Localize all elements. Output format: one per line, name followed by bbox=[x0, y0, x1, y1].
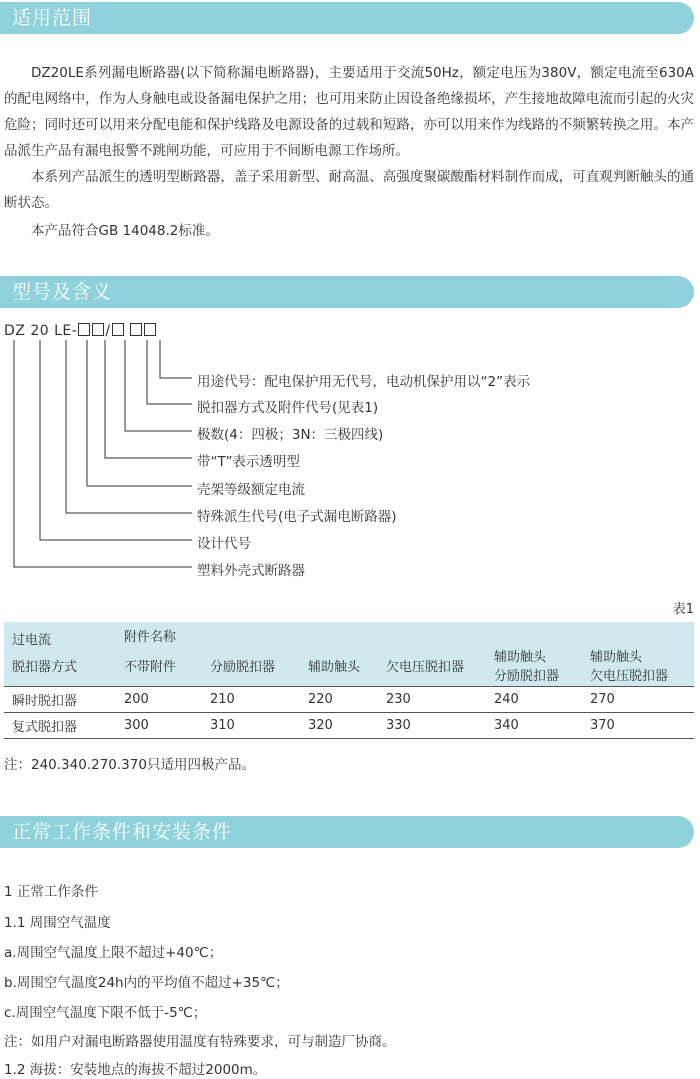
condition-line-7: 1.2 海拔：安装地点的海拔不超过2000m。 bbox=[4, 1062, 267, 1078]
col-header-4: 辅助触头 分励脱扣器 bbox=[486, 648, 582, 687]
code-box-release bbox=[130, 323, 142, 336]
table-cell: 270 bbox=[582, 687, 694, 713]
model-label-design: 设计代号 bbox=[197, 536, 251, 552]
table-caption: 表1 bbox=[672, 602, 694, 617]
model-slash: / bbox=[105, 323, 111, 339]
table-cell: 210 bbox=[202, 687, 300, 713]
section-title-model: 型号及含义 bbox=[0, 276, 694, 308]
condition-line-5: c.周围空气温度下限不低于-5℃； bbox=[4, 1005, 207, 1021]
row-header-line2: 脱扣器方式 bbox=[4, 648, 116, 687]
group-header: 附件名称 bbox=[116, 622, 694, 648]
table-cell: 310 bbox=[202, 713, 300, 739]
condition-note: 注：如用户对漏电断路器使用温度有特殊要求，可与制造厂协商。 bbox=[4, 1034, 396, 1050]
table-row bbox=[4, 687, 694, 713]
model-label-poles: 极数(4：四极；3N：三极四线) bbox=[197, 427, 384, 443]
model-tree-lines bbox=[0, 340, 200, 580]
model-label-derivative: 特殊派生代号(电子式漏电断路器) bbox=[197, 509, 397, 525]
row-header-line1: 过电流 bbox=[4, 622, 116, 648]
tree-line-transparent bbox=[105, 340, 192, 458]
model-label-release: 脱扣器方式及附件代号(见表1) bbox=[197, 400, 379, 416]
condition-line-1: 1 正常工作条件 bbox=[4, 884, 98, 900]
model-code bbox=[4, 323, 157, 339]
tree-line-derivative bbox=[66, 340, 192, 513]
model-label-usage: 用途代号：配电保护用无代号，电动机保护用以“2”表示 bbox=[197, 374, 531, 390]
section-title-scope: 适用范围 bbox=[0, 2, 694, 34]
model-label-mccb: 塑料外壳式断路器 bbox=[197, 563, 305, 579]
condition-line-3: a.周围空气温度上限不超过+40℃； bbox=[4, 945, 223, 961]
section-title-conditions: 正常工作条件和安装条件 bbox=[0, 816, 694, 848]
table-cell: 220 bbox=[300, 687, 378, 713]
table-cell: 300 bbox=[116, 713, 202, 739]
tree-line-usage bbox=[160, 340, 192, 378]
tree-line-release bbox=[147, 340, 192, 404]
scope-paragraph-3: 本产品符合GB 14048.2标准。 bbox=[31, 223, 219, 239]
table-row bbox=[4, 713, 694, 739]
table-cell: 370 bbox=[582, 713, 694, 739]
model-prefix-le: LE- bbox=[54, 323, 78, 339]
condition-line-2: 1.1 周围空气温度 bbox=[4, 915, 111, 931]
model-prefix-dz: DZ bbox=[4, 323, 26, 339]
col-header-2: 辅助触头 bbox=[300, 648, 378, 687]
tree-line-mccb bbox=[14, 340, 192, 567]
code-box-rating bbox=[78, 323, 90, 336]
code-box-transparent bbox=[92, 323, 104, 336]
col-header-0: 不带附件 bbox=[116, 648, 202, 687]
code-box-poles bbox=[112, 323, 124, 336]
scope-paragraph-2: 本系列产品派生的透明型断路器，盖子采用新型、耐高温、高强度聚碳酸酯材料制作而成，可直观判断触头的通断状态。 bbox=[4, 169, 694, 211]
model-label-rating: 壳架等级额定电流 bbox=[197, 482, 305, 498]
tree-line-design bbox=[40, 340, 192, 540]
row-name: 瞬时脱扣器 bbox=[4, 687, 116, 713]
code-box-usage bbox=[144, 323, 156, 336]
table-cell: 240 bbox=[486, 687, 582, 713]
model-prefix-20: 20 bbox=[30, 323, 50, 339]
scope-paragraph-1: DZ20LE系列漏电断路器(以下简称漏电断路器)，主要适用于交流50Hz，额定电压为380V，额定电流至630A的配电网络中，作为人身触电或设备漏电保护之用；也可用来防止因设备绝缘损坏，产生接地故障电流而引起的火灾危险；同时还可以用来分配电能和保护线路及电源设备的过载和短路，亦可以用来作为线路的不频繁转换之用。本产品派生产品有漏电报警不跳闸功能，可应用于不间断电源工作场所。 bbox=[4, 65, 694, 159]
table-header-row-1 bbox=[4, 622, 694, 648]
table-cell: 340 bbox=[486, 713, 582, 739]
table-cell: 320 bbox=[300, 713, 378, 739]
col-header-5: 辅助触头 欠电压脱扣器 bbox=[582, 648, 694, 687]
col-header-3: 欠电压脱扣器 bbox=[378, 648, 486, 687]
table-note: 注：240.340.270.370只适用四极产品。 bbox=[4, 757, 255, 773]
condition-line-4: b.周围空气温度24h内的平均值不超过+35℃； bbox=[4, 975, 289, 991]
tree-line-poles bbox=[125, 340, 192, 431]
table-header-row-2 bbox=[4, 648, 694, 687]
row-name: 复式脱扣器 bbox=[4, 713, 116, 739]
col-header-1: 分励脱扣器 bbox=[202, 648, 300, 687]
table-cell: 230 bbox=[378, 687, 486, 713]
table-cell: 200 bbox=[116, 687, 202, 713]
accessory-table bbox=[4, 622, 694, 739]
table-cell: 330 bbox=[378, 713, 486, 739]
tree-line-rating bbox=[87, 340, 192, 486]
model-label-transparent: 带“T”表示透明型 bbox=[197, 454, 300, 470]
